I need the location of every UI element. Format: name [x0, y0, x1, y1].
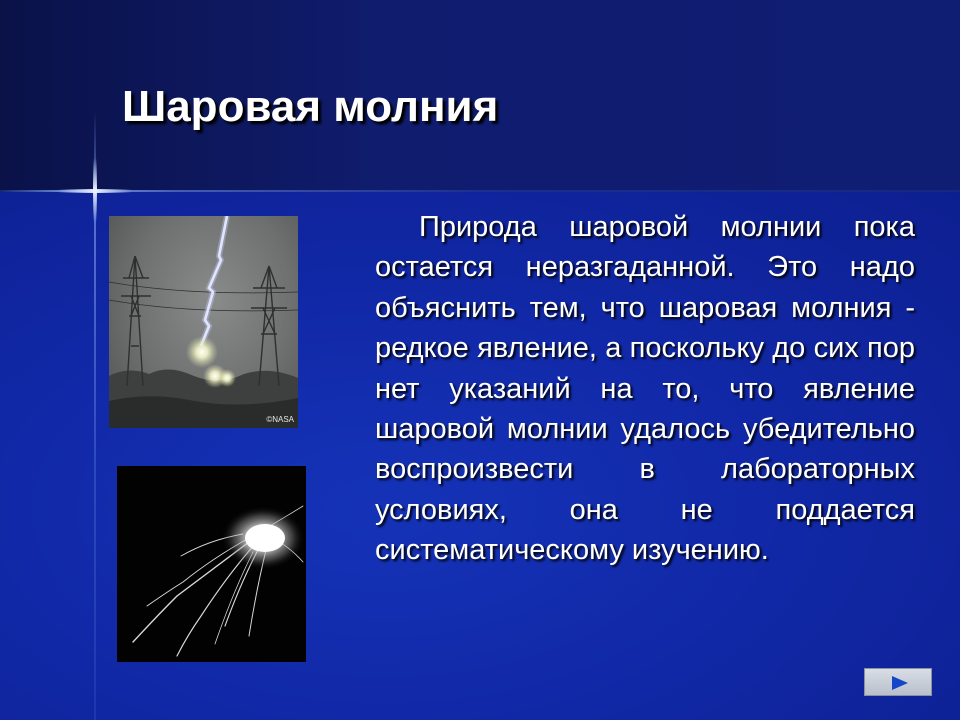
next-slide-button[interactable] [864, 668, 932, 696]
ball-lightning-photo [117, 466, 306, 662]
photo-credit: ©NASA [266, 415, 294, 424]
lightning-photo [109, 216, 298, 428]
decorative-sparkle-vertical [93, 158, 97, 222]
slide-title: Шаровая молния [122, 82, 499, 131]
decorative-horizontal-line [0, 190, 960, 192]
play-arrow-icon [865, 669, 933, 697]
slide-body-text: Природа шаровой молнии пока остается неразгаданной. Это надо объяснить тем, что шаровая молния - редкое явление, а поскольку до сих пор нет указаний на то, что явление шаровой молнии удалось убедительно воспроизвести в лабораторных условиях, она не поддается систематическому изучению. [375, 211, 915, 567]
